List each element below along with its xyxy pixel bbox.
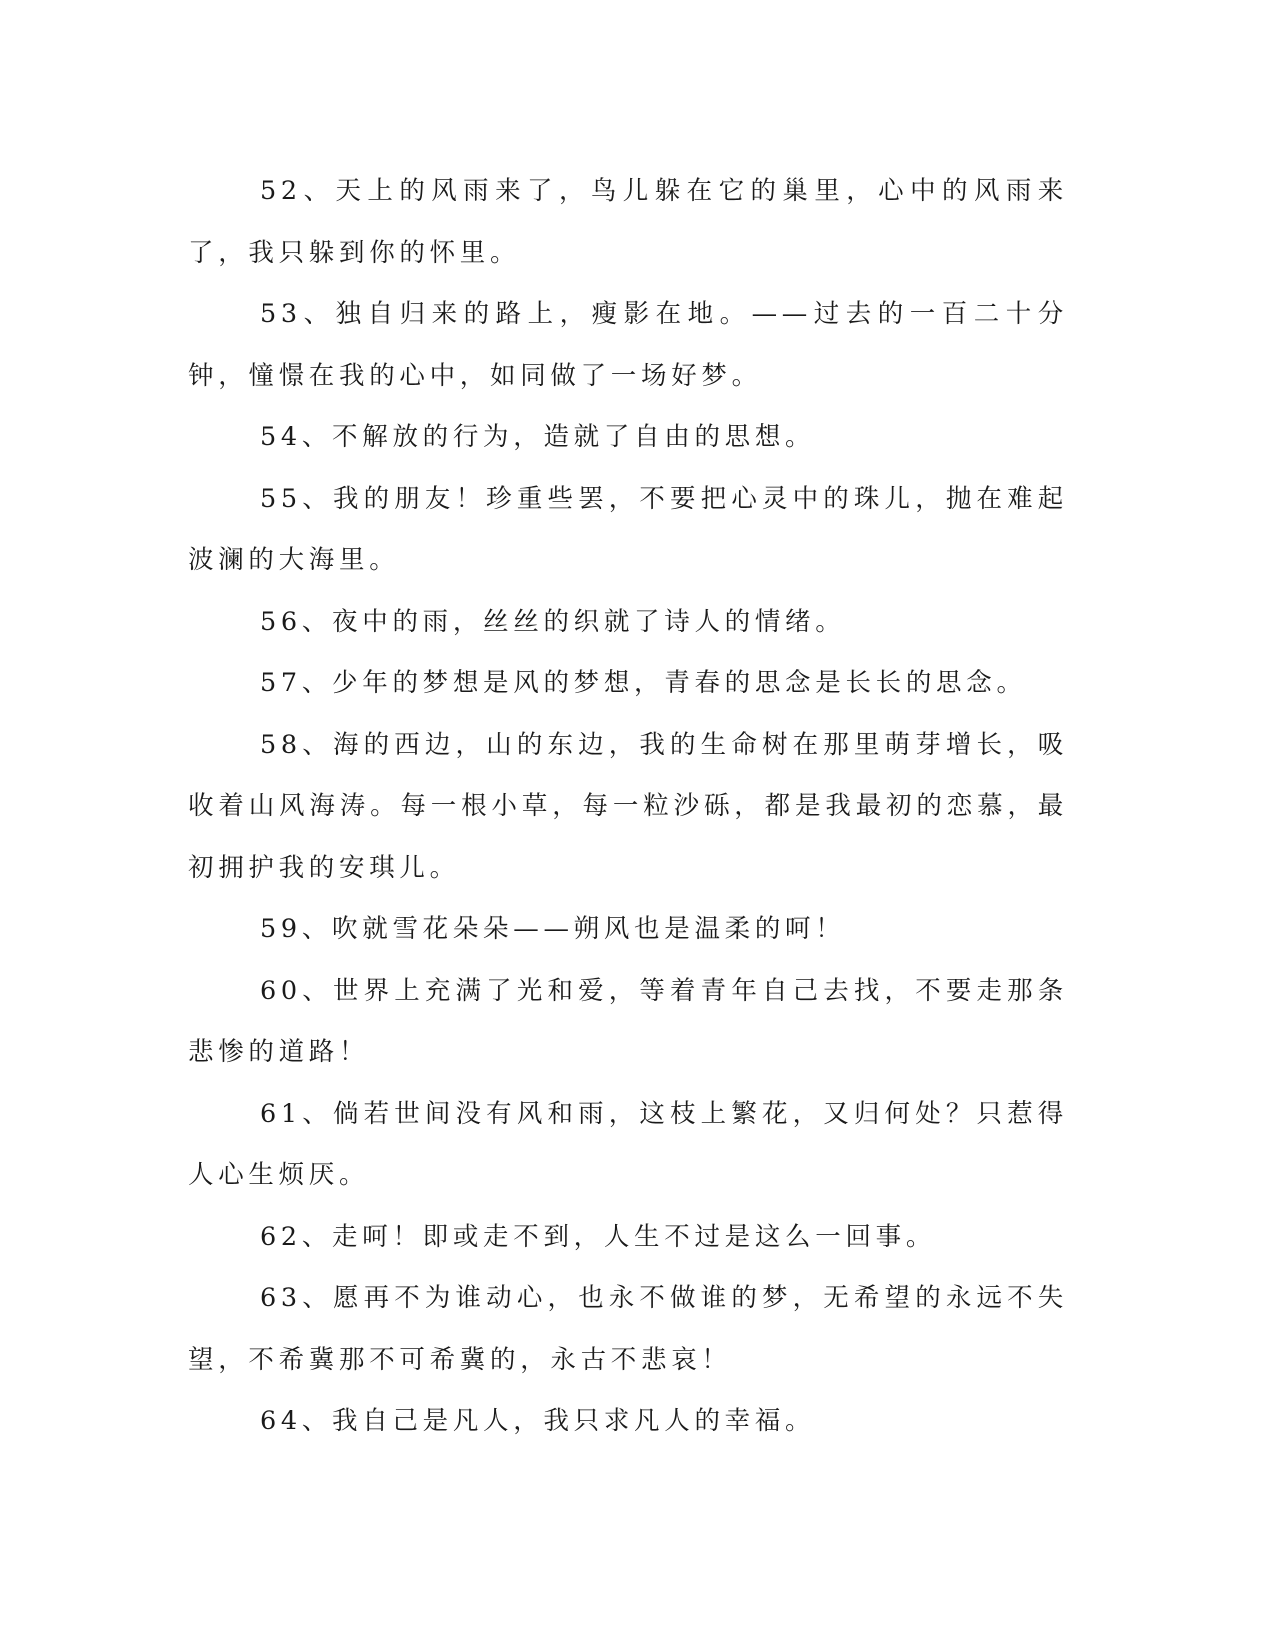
quote-paragraph-60: 60、世界上充满了光和爱，等着青年自己去找，不要走那条悲惨的道路！ [188, 975, 1068, 1067]
quote-paragraph-64: 64、我自己是凡人，我只求凡人的幸福。 [260, 1406, 816, 1436]
quote-paragraph-63: 63、愿再不为谁动心，也永不做谁的梦，无希望的永远不失望，不希冀那不可希冀的，永古不悲哀！ [188, 1283, 1068, 1375]
quote-paragraph-62: 62、走呵！即或走不到，人生不过是这么一回事。 [260, 1221, 937, 1252]
quote-paragraph-57: 57、少年的梦想是风的梦想，青春的思念是长长的思念。 [260, 668, 1027, 698]
quote-paragraph-59: 59、吹就雪花朵朵——朔风也是温柔的呵！ [260, 914, 846, 944]
quote-paragraph-52: 52、天上的风雨来了，鸟儿躲在它的巢里，心中的风雨来了，我只躲到你的怀里。 [188, 176, 1068, 268]
quote-paragraph-58: 58、海的西边，山的东边，我的生命树在那里萌芽增长，吸收着山风海涛。每一根小草，每一粒沙砾，都是我最初的恋慕，最初拥护我的安琪儿。 [188, 729, 1068, 883]
document-body [188, 161, 1068, 1453]
quote-paragraph-55: 55、我的朋友！珍重些罢，不要把心灵中的珠儿，抛在难起波澜的大海里。 [188, 483, 1068, 575]
quote-paragraph-61: 61、倘若世间没有风和雨，这枝上繁花，又归何处？只惹得人心生烦厌。 [188, 1098, 1068, 1190]
quote-paragraph-54: 54、不解放的行为，造就了自由的思想。 [260, 422, 816, 452]
quote-paragraph-53: 53、独自归来的路上，瘦影在地。——过去的一百二十分钟，憧憬在我的心中，如同做了一场好梦。 [188, 299, 1068, 391]
quote-paragraph-56: 56、夜中的雨，丝丝的织就了诗人的情绪。 [260, 606, 846, 637]
